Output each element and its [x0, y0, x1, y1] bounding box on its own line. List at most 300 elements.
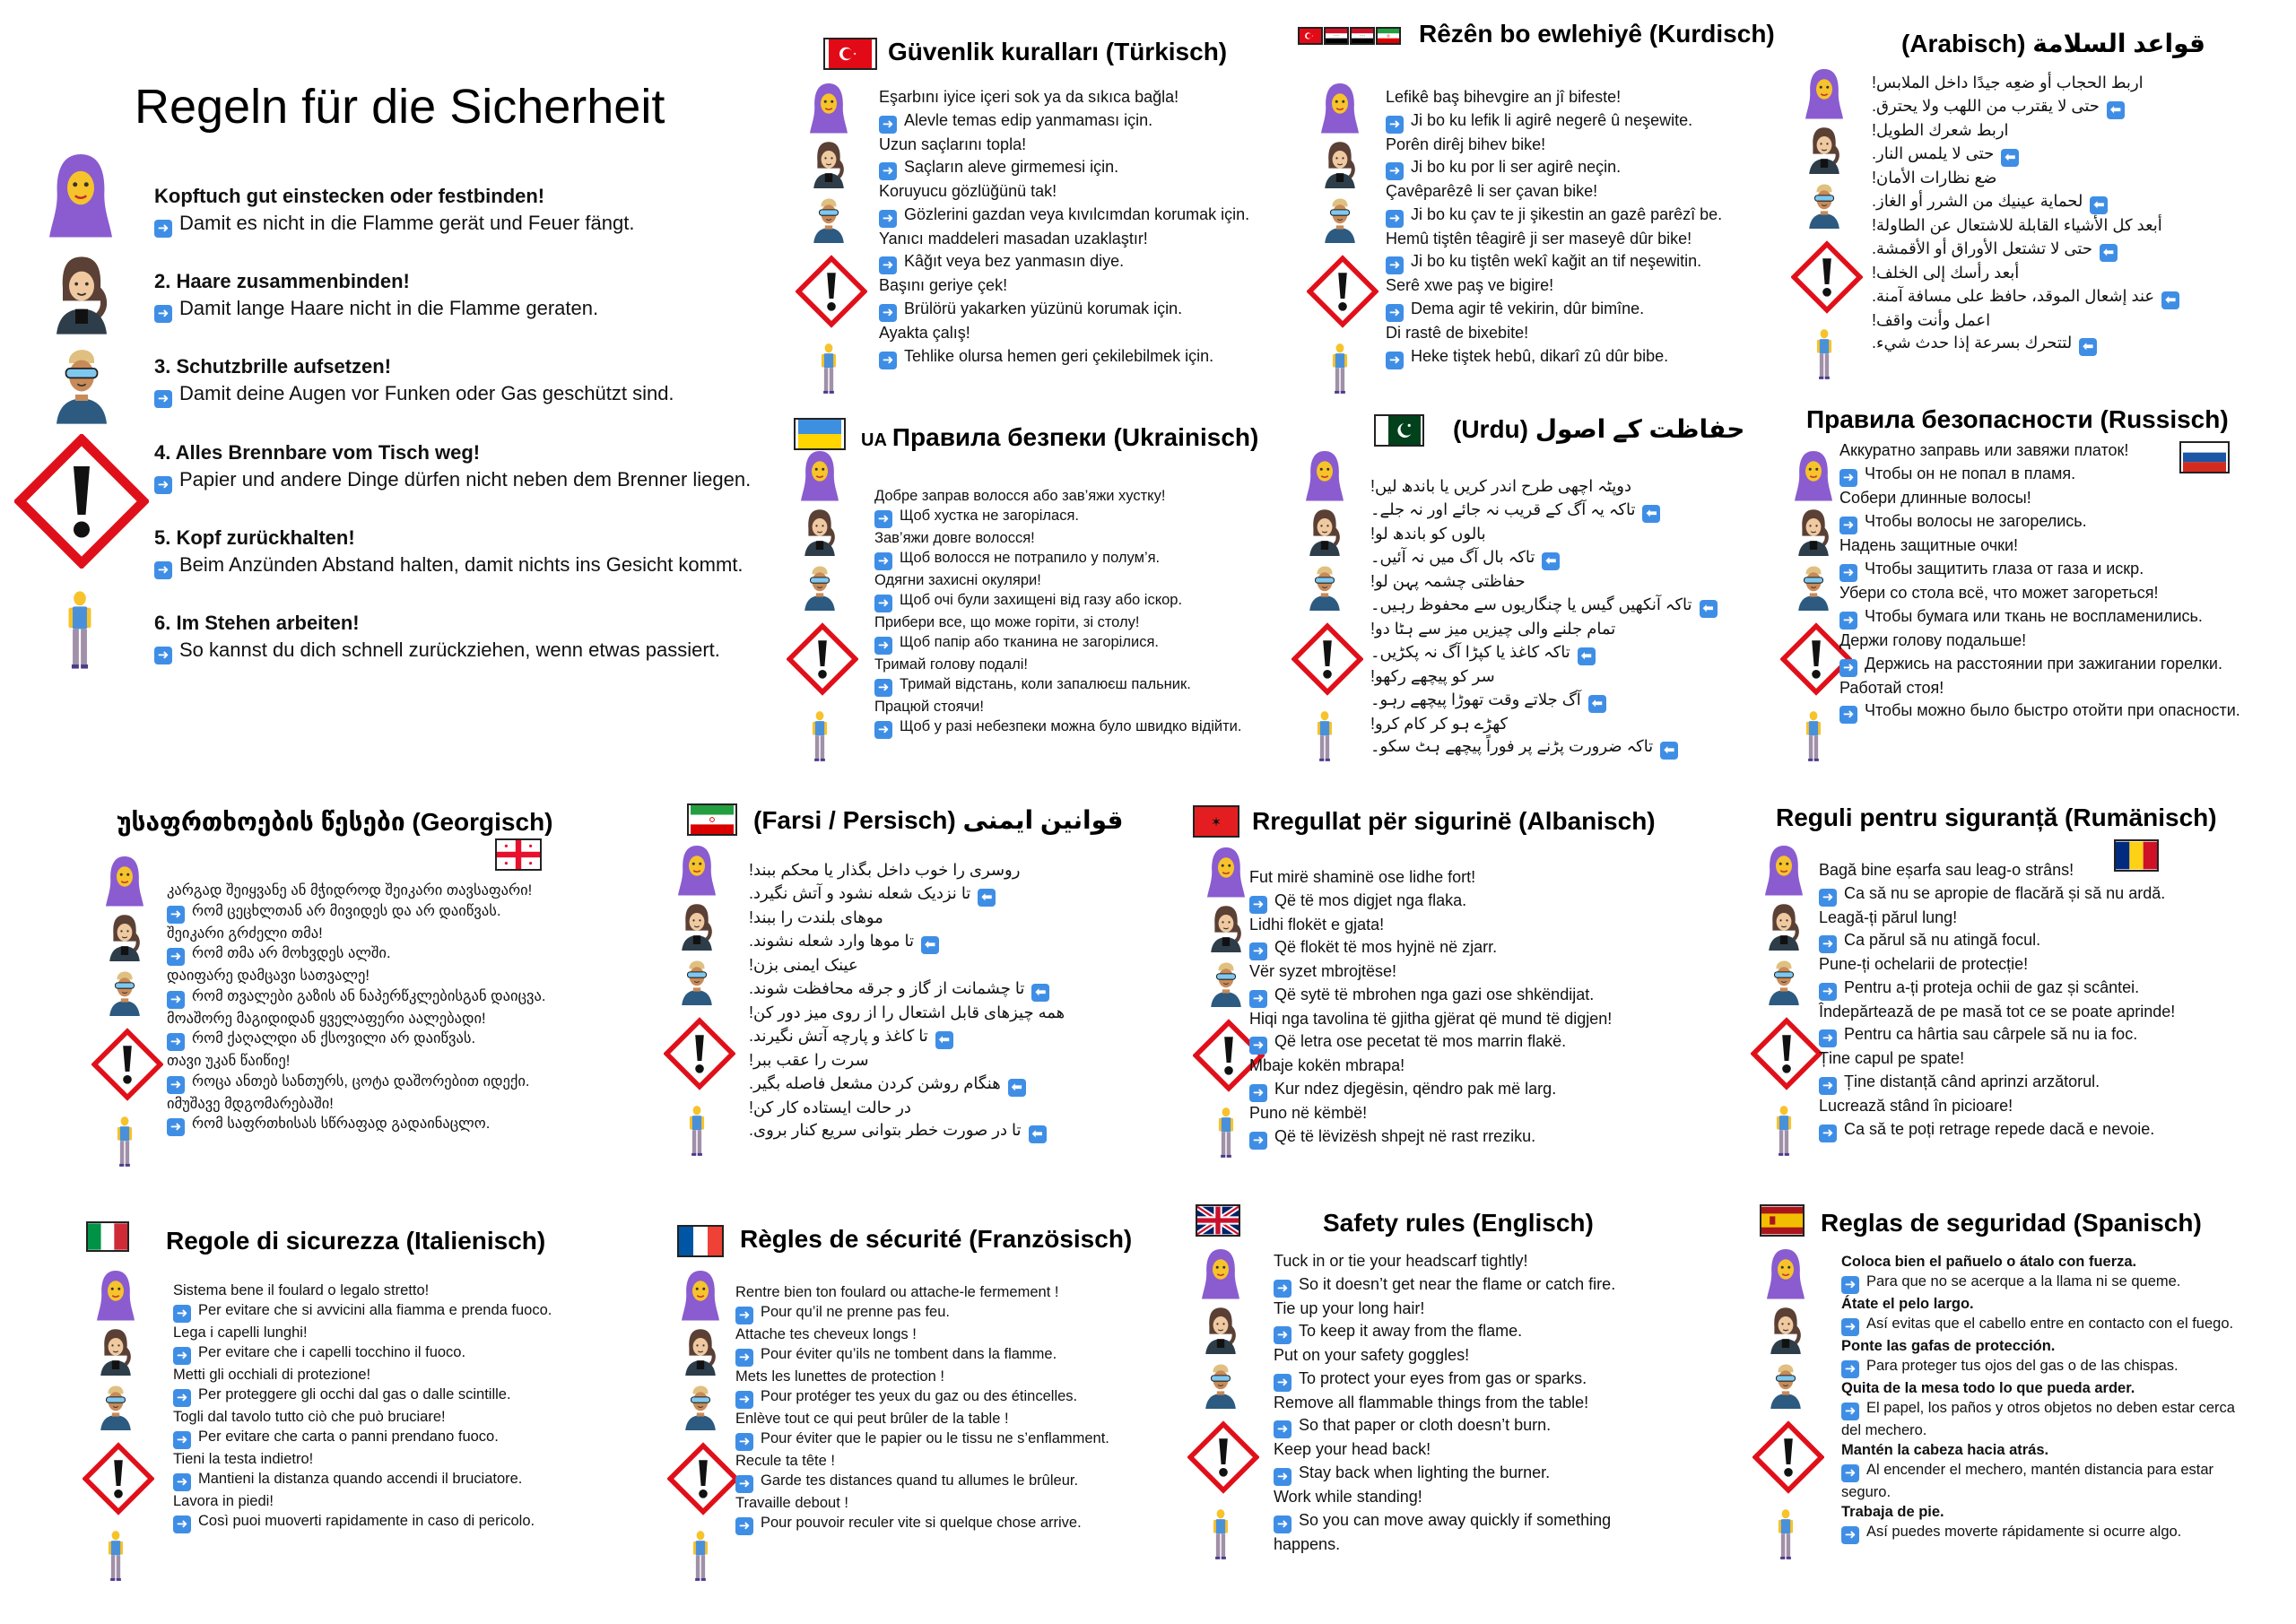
rule-text: Uzun saçlarını topla!	[879, 135, 1027, 153]
rule-reason	[173, 1427, 586, 1449]
rule-text: Quita de la mesa todo lo que pueda arder.	[1841, 1380, 2135, 1396]
rule-text: Аккуратно заправь или завяжи платок!	[1839, 441, 2129, 459]
flag-ua-icon	[794, 418, 846, 450]
arrow-icon: ➜	[1249, 896, 1267, 914]
person-standing-icon	[106, 1528, 126, 1584]
rule-text: تاکہ ضرورت پڑنے پر فوراً پیچھے ہٹ سکو۔	[1370, 737, 1654, 756]
arrow-icon: ➜	[879, 304, 897, 322]
rule-text: Тримай відстань, коли запалюєш пальник.	[900, 676, 1191, 692]
rule-reason	[1249, 890, 1680, 914]
panel-title	[1776, 803, 2217, 832]
rule-reason	[735, 1344, 1130, 1367]
arrow-icon: ➜	[1839, 564, 1857, 582]
arrow-icon: ➜	[173, 1347, 191, 1365]
rule-instruction	[1274, 1298, 1682, 1321]
panel-title	[1252, 807, 1656, 836]
rule-reason	[735, 1302, 1130, 1324]
rule-instruction	[735, 1282, 1130, 1302]
panel-title-text: Regole di sicurezza (Italienisch)	[166, 1227, 546, 1255]
arrow-icon: ➜	[154, 647, 172, 664]
rule-reason	[1819, 977, 2258, 1001]
rule-text: Gözlerini gazdan veya kıvılcımdan korumak için.	[904, 204, 1250, 223]
rule-heading: 5. Kopf zurückhalten!	[154, 526, 355, 549]
arrow-icon: ➜	[1839, 517, 1857, 534]
rule-reason	[735, 1471, 1130, 1493]
arrow-icon: ➜	[1841, 1526, 1859, 1544]
rule-list	[1370, 475, 1729, 760]
panel-title-text: حفاظت کے اصول (Urdu)	[1453, 415, 1745, 443]
rule-text: تمام جلنے والی چیزیں میز سے ہٹا دو!	[1370, 619, 1616, 638]
arrow-icon: ➜	[1841, 1318, 1859, 1336]
woman-headscarf-icon	[1765, 1246, 1806, 1300]
person-standing-icon	[810, 708, 830, 764]
arrow-icon: ➜	[1839, 706, 1857, 724]
woman-headscarf-icon	[1319, 81, 1361, 135]
rule-text: Bagă bine eșarfa sau leag-o strâns!	[1819, 861, 2074, 879]
rule-reason	[1386, 156, 1789, 180]
rule-text: Pour pouvoir reculer vite si quelque chose arrive.	[761, 1515, 1082, 1531]
rule-instruction	[1386, 228, 1789, 251]
rule-reason	[1839, 605, 2261, 630]
rule-reason	[1819, 882, 2258, 907]
woman-headscarf-icon	[1304, 448, 1345, 502]
woman-long-hair-icon	[678, 900, 716, 951]
rule-text: ضع نظارات الأمان!	[1872, 168, 1997, 187]
rule-reason	[173, 1511, 586, 1533]
rule-reason	[1841, 1522, 2254, 1544]
panel-title	[861, 423, 1258, 452]
flag-al-icon	[1193, 805, 1239, 838]
rule-reason	[879, 109, 1292, 134]
woman-headscarf-icon	[799, 448, 840, 502]
rule-reason	[1839, 463, 2261, 487]
rule-instruction	[167, 1009, 579, 1029]
rule-text: Fut mirë shaminë ose lidhe fort!	[1249, 868, 1476, 886]
rule-reason: So kannst du dich schnell zurückziehen, wenn etwas passiert.	[179, 638, 720, 661]
woman-headscarf-icon	[680, 1268, 721, 1322]
rule-instruction	[1872, 167, 2231, 190]
rule-text: როცა ანთებ სანთურს, ცოტა დაშორებით იდექი.	[192, 1073, 530, 1090]
rule-reason	[1370, 546, 1729, 570]
rule-instruction	[1841, 1378, 2254, 1398]
panel-title	[166, 1227, 545, 1255]
rule-reason	[879, 156, 1292, 180]
rule-instruction	[879, 134, 1292, 157]
rule-text: Mbaje kokën mbrapa!	[1249, 1056, 1405, 1075]
rule-reason	[1370, 735, 1729, 760]
rule-list	[167, 881, 579, 1136]
arrow-icon: ➜	[1819, 983, 1837, 1001]
rule-text: Brülörü yakarken yüzünü korumak için.	[904, 299, 1183, 317]
rule-text: რომ საფრთხისას სწრაფად გადაინაცლო.	[192, 1116, 491, 1132]
rule-reason	[1839, 510, 2261, 534]
rule-text: Heke tiştek hebû, dikarî zû dûr bibe.	[1411, 346, 1669, 365]
rule-text: Работай стоя!	[1839, 678, 1944, 697]
rule-text: Pour qu’il ne prenne pas feu.	[761, 1304, 950, 1320]
rule-text: Тримай голову подалі!	[874, 656, 1028, 673]
rule-reason: Beim Anzünden Abstand halten, damit nichts ins Gesicht kommt.	[179, 553, 744, 576]
rule-item-5	[154, 525, 744, 579]
rule-list	[735, 1282, 1130, 1535]
rule-text: Lavora in piedi!	[173, 1493, 274, 1509]
rule-text: Work while standing!	[1274, 1487, 1422, 1506]
rule-text: Ji bo ku tiştên wekî kağit an tif neşewitin.	[1411, 252, 1702, 271]
rule-reason	[167, 1029, 579, 1051]
warning-sign-icon	[1187, 1417, 1259, 1498]
flag-gb-icon	[1196, 1204, 1240, 1237]
arrow-icon: ➜	[1274, 1468, 1292, 1486]
arrow-icon: ➜	[1386, 352, 1404, 369]
rule-text: Porên dirêj bihev bike!	[1386, 135, 1546, 153]
rule-text: Kur ndez djegësin, qëndro pak më larg.	[1274, 1079, 1557, 1098]
flag-ir-icon	[1376, 27, 1401, 45]
woman-long-hair-icon	[1805, 124, 1843, 174]
arrow-icon: ➜	[874, 552, 892, 570]
rule-text: Pentru ca hârtia sau cârpele să nu ia foc.	[1844, 1025, 2138, 1044]
rule-text: Puno në këmbë!	[1249, 1103, 1368, 1122]
rule-reason	[735, 1513, 1130, 1535]
rule-reason	[874, 548, 1269, 570]
rule-instruction	[735, 1451, 1130, 1471]
rule-text: تا در صورت خطر بتوانی سریع کنار بروی.	[749, 1121, 1022, 1140]
rule-text: Lefikê baş bihevgire an jî bifeste!	[1386, 88, 1622, 106]
rule-instruction	[167, 1094, 579, 1115]
person-standing-icon	[1774, 1103, 1794, 1159]
warning-sign-icon	[796, 251, 867, 332]
rule-text: თავი უკან წაიწიე!	[167, 1053, 291, 1069]
arrow-icon: ➜	[167, 991, 185, 1009]
woman-long-hair-icon	[1202, 1304, 1239, 1354]
rule-text: Stay back when lighting the burner.	[1299, 1463, 1551, 1481]
arrow-icon: ➜	[154, 476, 172, 494]
panel-title-text: قواعد السلامة (Arabisch)	[1901, 30, 2206, 57]
rule-text: რომ თმა არ მოხვდეს ალში.	[192, 945, 391, 961]
rule-text: Держись на расстоянии при зажигании горелки.	[1865, 654, 2222, 673]
rule-text: Per evitare che carta o panni prendano fuoco.	[198, 1429, 499, 1445]
rule-reason	[1370, 594, 1729, 618]
arrow-icon: ⬅	[935, 1031, 953, 1049]
rule-instruction	[749, 859, 1090, 882]
rule-text: کھڑے ہو کر کام کرو!	[1370, 714, 1509, 733]
rule-reason	[1274, 1509, 1682, 1557]
rule-reason	[1841, 1460, 2254, 1502]
rule-text: حتى لا يقترب من اللهب ولا يحترق.	[1872, 96, 2100, 115]
rule-text: بالوں کو باندھ لو!	[1370, 524, 1486, 543]
woman-long-hair-icon	[97, 1325, 135, 1376]
arrow-icon: ➜	[879, 352, 897, 369]
rule-text: تاکہ کاغذ یا کپڑا آگ نہ پکڑیں۔	[1370, 642, 1570, 661]
rule-text: عینک ایمنی بزن!	[749, 955, 858, 974]
rule-text: Добре заправ волосся або зав’яжи хустку!	[874, 488, 1166, 504]
rule-text: موهای بلندت را ببند!	[749, 908, 883, 926]
rule-reason	[874, 506, 1269, 528]
rule-text: To protect your eyes from gas or sparks.	[1299, 1368, 1587, 1387]
arrow-icon: ➜	[1386, 210, 1404, 228]
rule-reason	[874, 632, 1269, 655]
rule-text: Başını geriye çek!	[879, 276, 1008, 295]
arrow-icon: ➜	[879, 116, 897, 134]
rule-reason	[1386, 250, 1789, 274]
rule-text: Togli dal tavolo tutto ciò che può bruciare!	[173, 1409, 446, 1425]
rule-instruction	[749, 1049, 1090, 1073]
rule-reason: Papier und andere Dinge dürfen nicht neben dem Brenner liegen.	[179, 468, 752, 491]
rule-text: Per evitare che si avvicini alla fiamma e prenda fuoco.	[198, 1302, 552, 1318]
rule-list	[1274, 1250, 1682, 1556]
rule-text: Mantén la cabeza hacia atrás.	[1841, 1442, 2049, 1458]
rule-instruction	[749, 954, 1090, 977]
warning-sign-icon	[83, 1438, 154, 1519]
rule-text: Чтобы защитить глаза от газа и искр.	[1865, 559, 2144, 578]
rule-reason	[1249, 1125, 1680, 1150]
rule-heading: 4. Alles Brennbare vom Tisch weg!	[154, 441, 481, 464]
rule-text: در حالت ایستاده کار کن!	[749, 1098, 911, 1116]
rule-list	[1841, 1252, 2254, 1544]
rule-text: دوپٹہ اچھی طرح اندر کریں یا باندھ لیں!	[1370, 477, 1632, 495]
rule-instruction	[167, 966, 579, 986]
rule-text: Alevle temas edip yanmaması için.	[904, 110, 1153, 129]
panel-title-text: Rêzên bo ewlehiyê (Kurdisch)	[1419, 20, 1775, 48]
rule-reason	[1841, 1356, 2254, 1378]
rule-instruction	[167, 924, 579, 944]
arrow-icon: ⬅	[1031, 984, 1049, 1002]
warning-sign-icon	[1752, 1417, 1824, 1498]
person-standing-icon	[1804, 708, 1823, 764]
rule-text: آگ جلاتے وقت تھوڑا پیچھے رہو۔	[1370, 690, 1581, 708]
rule-reason	[1839, 653, 2261, 677]
arrow-icon: ⬅	[2161, 291, 2179, 309]
rule-reason	[1386, 345, 1789, 369]
arrow-icon: ⬅	[1029, 1125, 1047, 1143]
arrow-icon: ⬅	[2090, 196, 2108, 214]
rule-instruction	[1386, 86, 1789, 109]
arrow-icon: ⬅	[1642, 505, 1660, 523]
rule-reason	[167, 1114, 579, 1136]
flag-ir-icon	[687, 803, 737, 836]
rule-text: Ține distanță când aprinzi arzătorul.	[1844, 1072, 2100, 1090]
rule-text: Tuck in or tie your headscarf tightly!	[1274, 1252, 1528, 1270]
rule-text: Pour protéger tes yeux du gaz ou des étincelles.	[761, 1388, 1078, 1404]
warning-sign-icon	[1292, 619, 1363, 699]
rule-text: Ca părul să nu atingă focul.	[1844, 931, 2041, 950]
rule-text: Ca să te poți retrage repede dacă e nevoie.	[1844, 1119, 2155, 1138]
rule-text: Ca să nu se apropie de flacără și să nu ardă.	[1844, 883, 2166, 902]
rule-text: To keep it away from the flame.	[1299, 1322, 1523, 1341]
person-standing-icon	[687, 1103, 707, 1159]
arrow-icon: ➜	[1274, 1280, 1292, 1298]
rule-instruction	[874, 612, 1269, 632]
warning-sign-icon	[667, 1438, 739, 1519]
rule-instruction	[167, 1051, 579, 1072]
rule-text: იმუშავე მდგომარებაში!	[167, 1095, 334, 1112]
arrow-icon: ➜	[1819, 1029, 1837, 1047]
rule-text: Pour éviter que le papier ou le tissu ne s’enflamment.	[761, 1430, 1109, 1446]
arrow-icon: ⬅	[978, 889, 996, 907]
rule-text: Vër syzet mbrojtëse!	[1249, 962, 1397, 981]
arrow-icon: ➜	[173, 1389, 191, 1407]
rule-item-4	[154, 439, 751, 494]
rule-list	[749, 859, 1090, 1143]
rule-instruction	[1370, 713, 1729, 736]
rule-reason	[879, 250, 1292, 274]
rule-text: Прибери все, що може горіти, зі столу!	[874, 614, 1140, 630]
arrow-icon: ➜	[1841, 1464, 1859, 1482]
arrow-icon: ⬅	[1700, 600, 1718, 618]
rule-reason	[749, 977, 1090, 1002]
rule-text: أبعد كل الأشياء القابلة للاشتعال عن الطاولة!	[1872, 215, 2162, 234]
rule-list	[1819, 859, 2258, 1142]
rule-reason	[1819, 1118, 2258, 1142]
rule-text: Щоб папір або тканина не загорілися.	[900, 634, 1159, 650]
rule-text: سرت را عقب ببر!	[749, 1050, 869, 1069]
flag-tr-icon	[823, 38, 877, 70]
rule-reason	[167, 943, 579, 966]
person-standing-icon	[819, 341, 839, 396]
panel-title-text: Rregullat për sigurinë (Albanisch)	[1252, 807, 1656, 835]
rule-instruction	[874, 570, 1269, 590]
arrow-icon: ➜	[1841, 1403, 1859, 1420]
woman-headscarf-icon	[1804, 66, 1845, 120]
rule-instruction	[1370, 665, 1729, 689]
arrow-icon: ➜	[1841, 1360, 1859, 1378]
arrow-icon: ➜	[173, 1515, 191, 1533]
rule-text: Çavêparêzê li ser çavan bike!	[1386, 182, 1598, 201]
rule-text: Dema agir tê vekirin, dûr bimîne.	[1411, 299, 1645, 317]
arrow-icon: ➜	[154, 390, 172, 408]
woman-long-hair-icon	[810, 138, 848, 188]
rule-reason	[1839, 558, 2261, 582]
rule-reason	[167, 901, 579, 924]
rule-text: عند إشعال الموقد، حافظ على مسافة آمنة.	[1872, 286, 2155, 305]
rule-text: კარგად შეიყვანე ან მჭიდროდ შეიკარი თავსაფარი!	[167, 882, 533, 899]
rule-reason	[1274, 1414, 1682, 1438]
rule-text: Eşarbını iyice içeri sok ya da sıkıca bağla!	[879, 88, 1179, 106]
arrow-icon: ➜	[1819, 1077, 1837, 1095]
rule-text: لتتحرك بسرعة إذا حدث شيء.	[1872, 334, 2073, 352]
rule-list	[879, 86, 1292, 369]
arrow-icon: ➜	[874, 721, 892, 739]
rule-text: Trabaja de pie.	[1841, 1504, 1944, 1520]
arrow-icon: ➜	[1839, 469, 1857, 487]
rule-text: Serê xwe paş ve bigire!	[1386, 276, 1554, 295]
person-standing-icon	[1216, 1105, 1236, 1160]
rule-instruction	[1249, 1102, 1680, 1125]
arrow-icon: ➜	[1274, 1420, 1292, 1438]
rule-text: Щоб хустка не загорілася.	[900, 508, 1080, 524]
rule-text: Pentru a-ți proteja ochii de gaz și scântei.	[1844, 977, 2140, 996]
person-standing-icon	[1776, 1507, 1796, 1562]
rule-text: Чтобы бумага или ткань не воспламенились.	[1865, 606, 2203, 625]
rule-text: Put on your safety goggles!	[1274, 1346, 1470, 1365]
rule-item-6	[154, 610, 720, 664]
panel-title	[1806, 405, 2229, 434]
rule-instruction	[1872, 72, 2231, 95]
rule-instruction	[1819, 953, 2258, 977]
rule-instruction	[1370, 523, 1729, 546]
rule-list	[1386, 86, 1789, 369]
flag-ge-icon	[495, 838, 542, 871]
arrow-icon: ⬅	[1008, 1079, 1026, 1097]
rule-instruction	[1841, 1336, 2254, 1356]
rule-text: So it doesn’t get near the flame or catch fire.	[1299, 1274, 1616, 1293]
flag-fr-icon	[677, 1225, 724, 1257]
rule-instruction	[749, 1097, 1090, 1120]
rule-item-1	[154, 183, 634, 238]
rule-text: روسری را خوب داخل بگذار یا محکم ببند!	[749, 861, 1021, 879]
rule-reason	[1274, 1273, 1682, 1298]
rule-list	[1872, 72, 2231, 356]
rule-text: تا چشمانت از گاز و جرقه محافظت شوند.	[749, 978, 1025, 997]
woman-headscarf-icon	[95, 1268, 136, 1322]
rule-text: Ji bo ku por li ser agirê neçin.	[1411, 158, 1622, 177]
person-goggles-icon	[682, 1379, 719, 1431]
rule-heading: Kopftuch gut einstecken oder festbinden!	[154, 185, 545, 207]
rule-text: حتى لا يلمس النار.	[1872, 143, 1995, 162]
rule-reason	[879, 298, 1292, 322]
rule-instruction	[749, 1002, 1090, 1025]
rule-reason	[1872, 332, 2231, 356]
rule-text: Tie up your long hair!	[1274, 1298, 1425, 1317]
panel-title	[1419, 20, 1775, 48]
woman-long-hair-icon	[1765, 900, 1803, 951]
rule-text: Kâğıt veya bez yanmasın diye.	[904, 252, 1125, 271]
rule-text: Чтобы можно было быстро отойти при опасности.	[1865, 701, 2240, 720]
panel-title-text: قوانین ایمنی (Farsi / Persisch)	[753, 806, 1124, 834]
rule-instruction	[1370, 475, 1729, 499]
rule-instruction	[173, 1281, 586, 1300]
rule-instruction	[874, 697, 1269, 716]
rule-instruction	[173, 1407, 586, 1427]
rule-text: Koruyucu gözlüğünü tak!	[879, 182, 1057, 201]
arrow-icon: ⬅	[921, 936, 939, 954]
rule-reason	[1872, 285, 2231, 309]
person-standing-icon	[65, 587, 95, 673]
arrow-icon: ⬅	[1578, 647, 1596, 665]
arrow-icon: ➜	[1274, 1326, 1292, 1344]
rule-text: Pour éviter qu’ils ne tombent dans la flamme.	[761, 1346, 1057, 1362]
rule-text: Ayakta çalış!	[879, 323, 970, 342]
svg-text:* * *: * * *	[1334, 34, 1339, 39]
woman-headscarf-icon	[1763, 843, 1805, 897]
rule-reason	[1386, 204, 1789, 228]
rule-reason	[749, 1073, 1090, 1097]
panel-title-text: Reglas de seguridad (Spanisch)	[1821, 1209, 2202, 1237]
panel-title	[1821, 1209, 2202, 1238]
rule-instruction	[1274, 1344, 1682, 1368]
rule-item-2	[154, 268, 598, 323]
rule-text: Travaille debout !	[735, 1495, 848, 1511]
person-standing-icon	[1330, 341, 1350, 396]
rule-instruction	[1370, 618, 1729, 641]
rule-text: Pune-ți ochelarii de protecție!	[1819, 955, 2029, 974]
rule-reason	[1872, 190, 2231, 214]
rule-text: Mantieni la distanza quando accendi il bruciatore.	[198, 1471, 523, 1487]
arrow-icon: ➜	[167, 906, 185, 924]
rule-instruction	[879, 228, 1292, 251]
rule-text: Átate el pelo largo.	[1841, 1296, 1974, 1312]
rule-reason	[1386, 298, 1789, 322]
arrow-icon: ➜	[1386, 256, 1404, 274]
rule-instruction	[735, 1367, 1130, 1386]
rule-reason	[1370, 499, 1729, 523]
arrow-icon: ⬅	[2100, 244, 2118, 262]
woman-headscarf-icon	[1200, 1246, 1241, 1300]
rule-instruction	[1872, 214, 2231, 238]
rule-text: تاکہ بال آگ میں نہ آئیں۔	[1370, 547, 1535, 566]
rule-text: Працюй стоячи!	[874, 699, 984, 715]
arrow-icon: ➜	[735, 1433, 753, 1451]
rule-reason	[167, 986, 579, 1009]
flag-pk-icon	[1374, 414, 1424, 447]
